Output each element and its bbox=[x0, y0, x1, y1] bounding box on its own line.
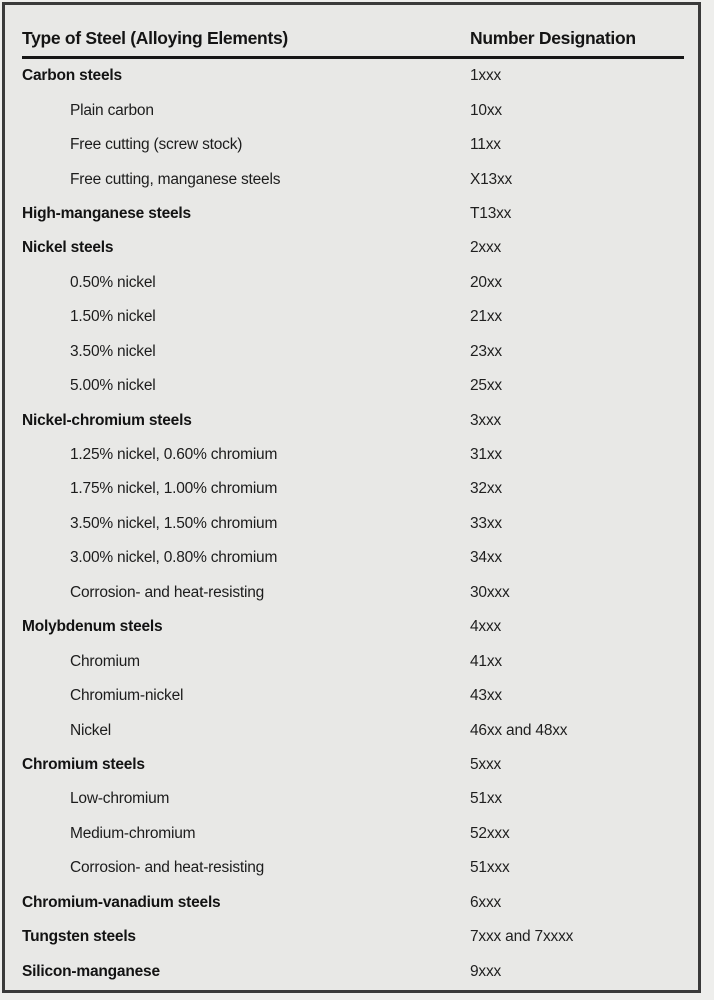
designation-cell: 41xx bbox=[470, 652, 502, 670]
column-header-type-of-steel: Type of Steel (Alloying Elements) bbox=[22, 28, 288, 48]
designation-cell: 20xx bbox=[470, 273, 502, 291]
table-row bbox=[22, 266, 684, 300]
table-row bbox=[22, 403, 684, 437]
steel-type-cell: Nickel bbox=[70, 721, 112, 739]
steel-type-cell: 3.50% nickel bbox=[70, 342, 156, 360]
steel-type-cell: Chromium-nickel bbox=[70, 687, 184, 705]
steel-type-cell: Plain carbon bbox=[70, 101, 154, 119]
steel-type-cell: 3.00% nickel, 0.80% chromium bbox=[70, 549, 278, 567]
steel-type-cell: Medium-chromium bbox=[70, 824, 196, 842]
steel-type-cell: Low-chromium bbox=[70, 790, 170, 808]
designation-cell: 6xxx bbox=[470, 893, 502, 911]
table-row bbox=[22, 610, 684, 644]
steel-designation-table bbox=[2, 2, 701, 993]
table-row bbox=[22, 300, 684, 334]
table-row bbox=[22, 886, 684, 920]
designation-cell: 1xxx bbox=[470, 67, 502, 85]
steel-type-cell: Chromium bbox=[70, 652, 140, 670]
steel-type-cell: Free cutting (screw stock) bbox=[70, 136, 243, 154]
table-header-row bbox=[5, 5, 698, 56]
designation-cell: 43xx bbox=[470, 687, 502, 705]
designation-cell: 52xxx bbox=[470, 824, 510, 842]
steel-type-cell: 1.75% nickel, 1.00% chromium bbox=[70, 480, 278, 498]
steel-type-cell: Carbon steels bbox=[22, 67, 122, 85]
designation-cell: 31xx bbox=[470, 446, 502, 464]
table-row bbox=[22, 541, 684, 575]
designation-cell: 51xxx bbox=[470, 859, 510, 877]
steel-type-cell: Nickel-chromium steels bbox=[22, 411, 192, 429]
designation-cell: 23xx bbox=[470, 342, 502, 360]
steel-type-cell: Corrosion- and heat-resisting bbox=[70, 859, 265, 877]
steel-type-cell: 5.00% nickel bbox=[70, 377, 156, 395]
table-row bbox=[22, 713, 684, 747]
steel-type-cell: Tungsten steels bbox=[22, 928, 136, 946]
steel-type-cell: High-manganese steels bbox=[22, 204, 191, 222]
table-row bbox=[22, 851, 684, 885]
steel-type-cell: Molybdenum steels bbox=[22, 618, 163, 636]
table-row bbox=[22, 920, 684, 954]
table-row bbox=[22, 954, 684, 988]
table-row bbox=[22, 335, 684, 369]
designation-cell: 33xx bbox=[470, 514, 502, 532]
steel-type-cell: 3.50% nickel, 1.50% chromium bbox=[70, 514, 278, 532]
designation-cell: 5xxx bbox=[470, 755, 502, 773]
table-body bbox=[5, 59, 698, 989]
table-row bbox=[22, 782, 684, 816]
table-row bbox=[22, 59, 684, 93]
table-row bbox=[22, 507, 684, 541]
table-row bbox=[22, 472, 684, 506]
designation-cell: 2xxx bbox=[470, 239, 502, 257]
steel-type-cell: Free cutting, manganese steels bbox=[70, 170, 281, 188]
designation-cell: 9xxx bbox=[470, 962, 502, 980]
designation-cell: 32xx bbox=[470, 480, 502, 498]
steel-type-cell: Corrosion- and heat-resisting bbox=[70, 583, 265, 601]
steel-type-cell: Chromium-vanadium steels bbox=[22, 893, 221, 911]
table-row bbox=[22, 644, 684, 678]
designation-cell: 51xx bbox=[470, 790, 502, 808]
steel-type-cell: Nickel steels bbox=[22, 239, 114, 257]
designation-cell: 11xx bbox=[470, 136, 501, 154]
designation-cell: 46xx and 48xx bbox=[470, 721, 568, 739]
table-row bbox=[22, 162, 684, 196]
steel-type-cell: Chromium steels bbox=[22, 755, 145, 773]
table-row bbox=[22, 438, 684, 472]
table-row bbox=[22, 576, 684, 610]
table-row bbox=[22, 128, 684, 162]
column-header-number-designation: Number Designation bbox=[470, 28, 636, 48]
steel-type-cell: 1.50% nickel bbox=[70, 308, 156, 326]
table-row bbox=[22, 197, 684, 231]
designation-cell: 21xx bbox=[470, 308, 502, 326]
steel-type-cell: 0.50% nickel bbox=[70, 273, 156, 291]
designation-cell: 10xx bbox=[470, 101, 502, 119]
designation-cell: 34xx bbox=[470, 549, 502, 567]
designation-cell: 30xxx bbox=[470, 583, 510, 601]
designation-cell: 3xxx bbox=[470, 411, 502, 429]
designation-cell: 4xxx bbox=[470, 618, 502, 636]
table-row bbox=[22, 369, 684, 403]
designation-cell: 7xxx and 7xxxx bbox=[470, 928, 574, 946]
table-row bbox=[22, 748, 684, 782]
designation-cell: X13xx bbox=[470, 170, 513, 188]
steel-type-cell: Silicon-manganese bbox=[22, 962, 160, 980]
table-row bbox=[22, 817, 684, 851]
table-row bbox=[22, 231, 684, 265]
table-row bbox=[22, 93, 684, 127]
designation-cell: 25xx bbox=[470, 377, 502, 395]
designation-cell: T13xx bbox=[470, 204, 512, 222]
table-row bbox=[22, 679, 684, 713]
steel-type-cell: 1.25% nickel, 0.60% chromium bbox=[70, 446, 278, 464]
